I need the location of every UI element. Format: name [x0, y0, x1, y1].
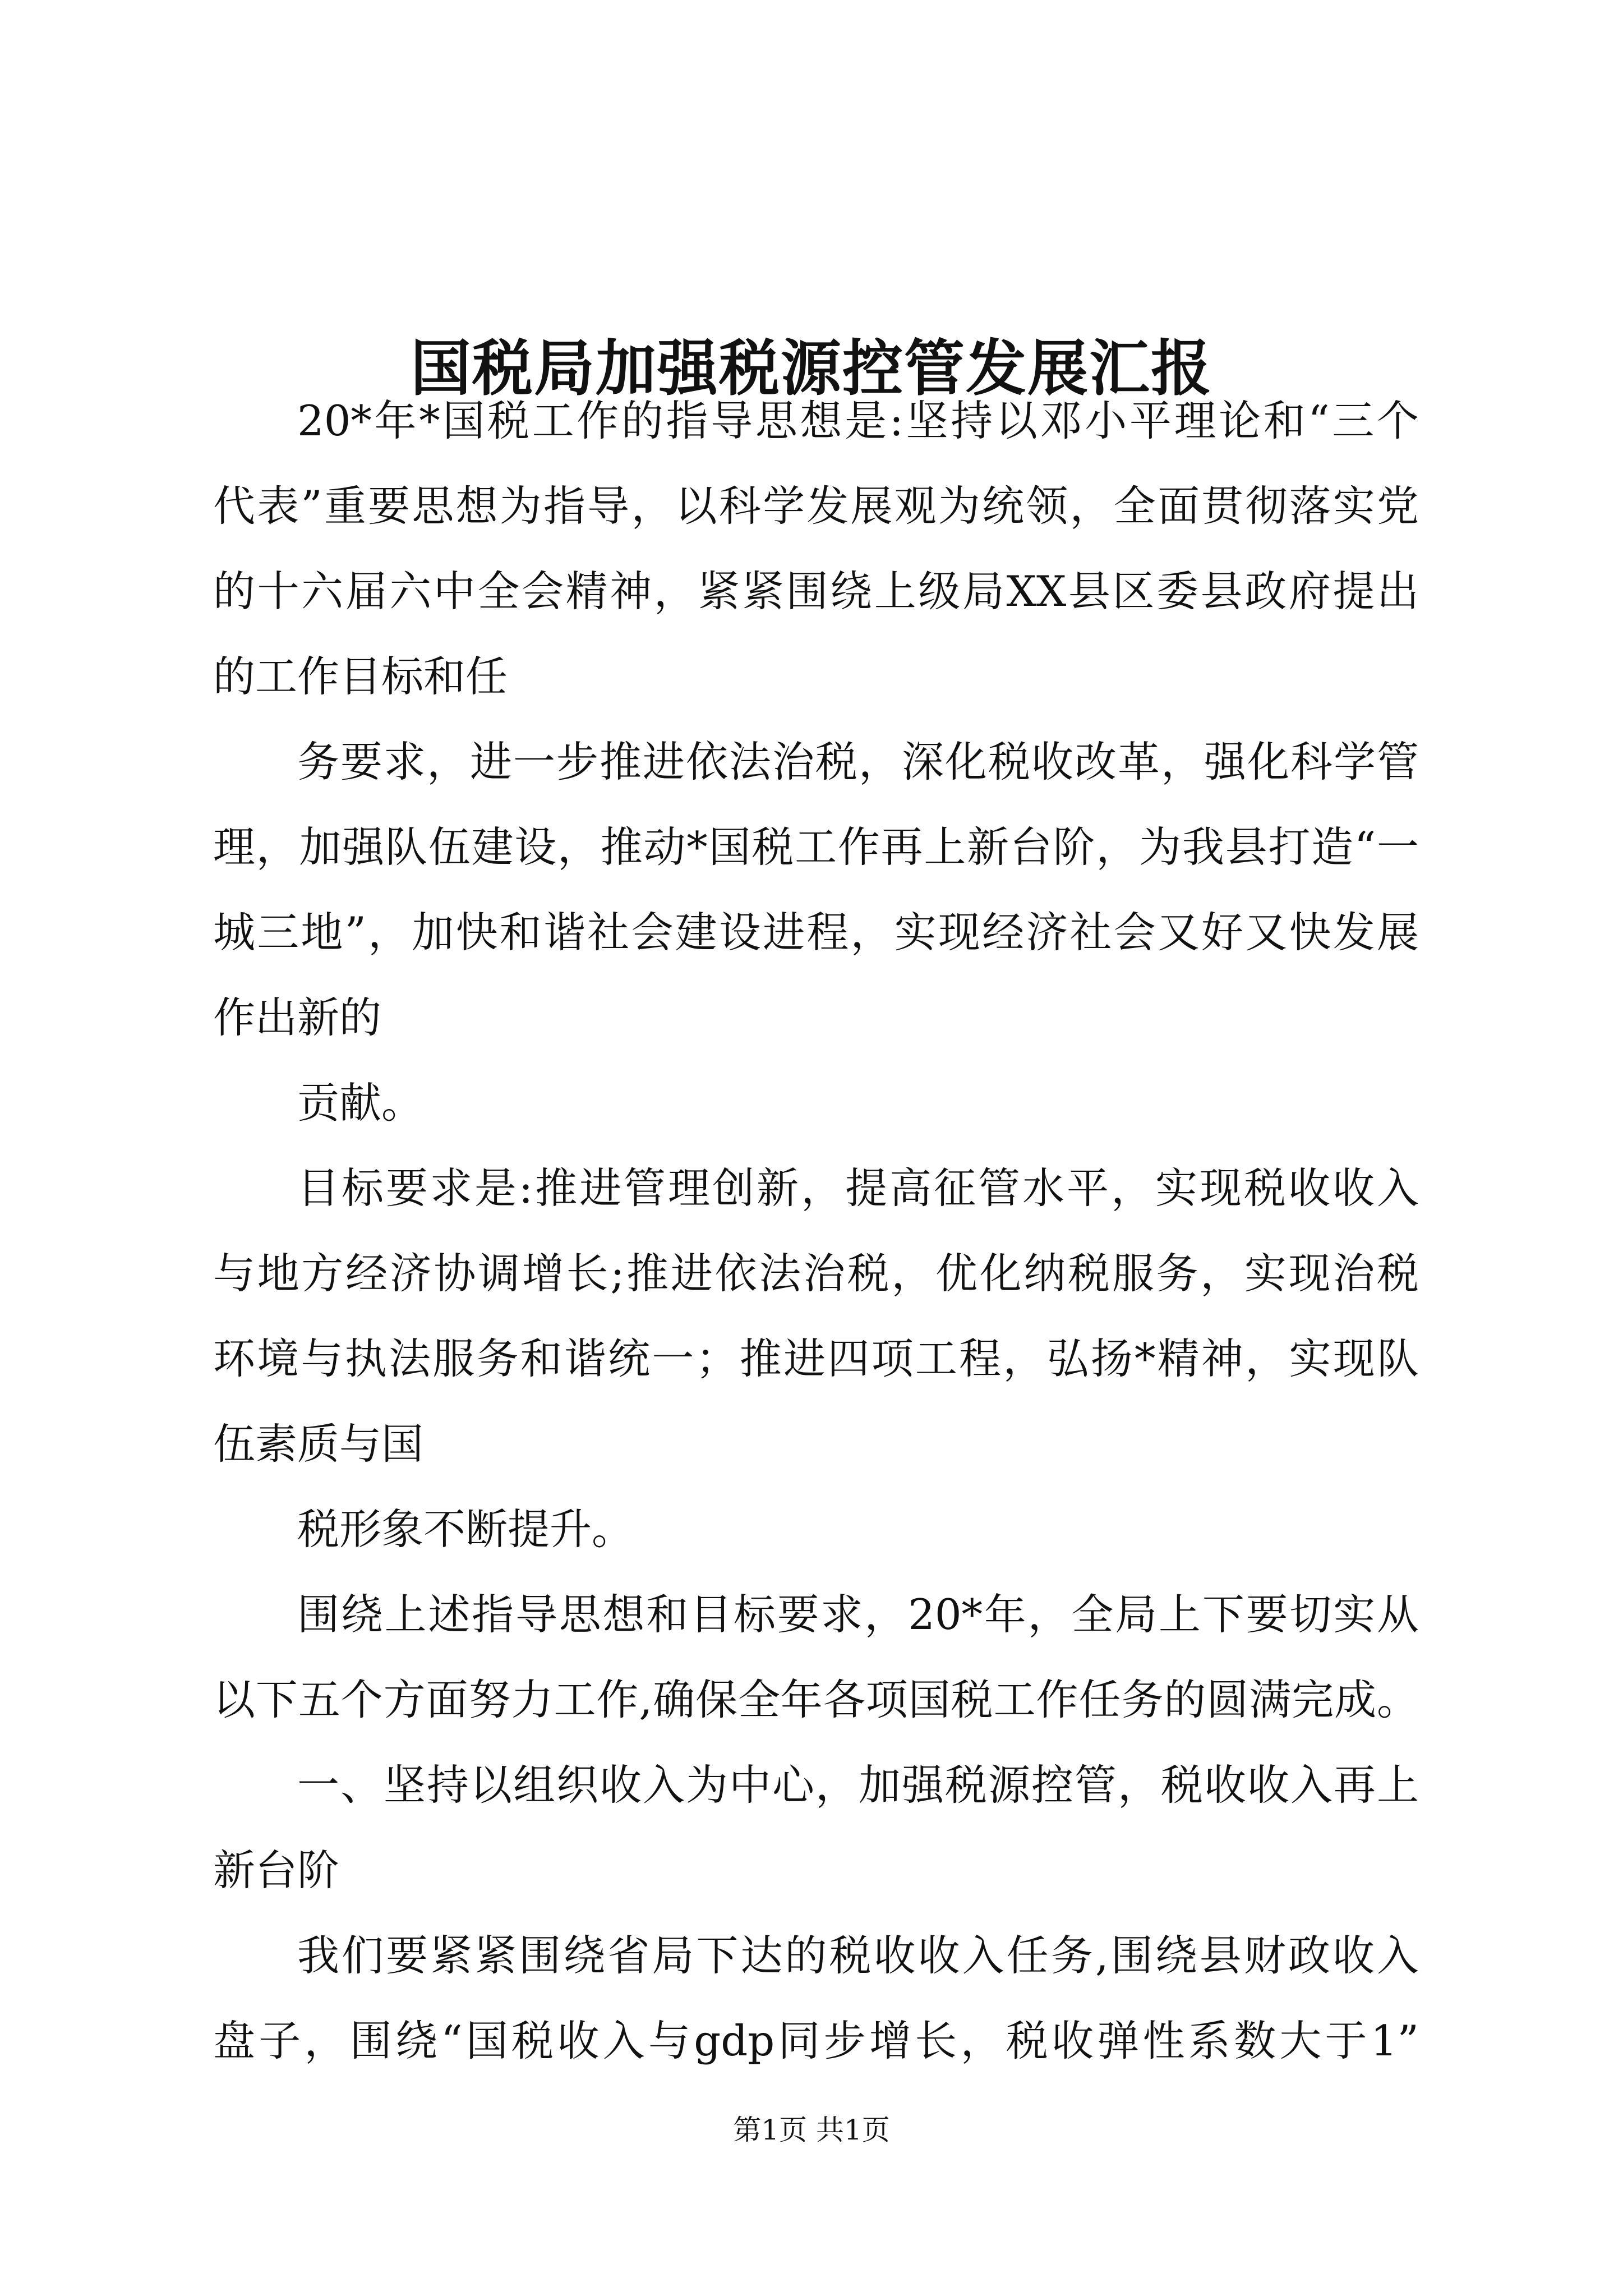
text-line: 伍素质与国: [213, 1419, 424, 1469]
text-line: 理，加强队伍建设，推动*国税工作再上新台阶，为我县打造“一: [213, 822, 1419, 872]
text-line: 的工作目标和任: [213, 652, 508, 701]
text-line: 城三地”，加快和谐社会建设进程，实现经济社会又好又快发展: [213, 908, 1419, 957]
text-line: 贡献。: [297, 1078, 424, 1128]
text-line: 作出新的: [213, 993, 382, 1042]
text-line: 一、坚持以组织收入为中心，加强税源控管，税收收入再上: [297, 1760, 1419, 1810]
document-title: 国税局加强税源控管发展汇报: [410, 333, 1212, 404]
text-line: 盘子，围绕“国税收入与gdp同步增长，税收弹性系数大于1”: [213, 2016, 1419, 2065]
text-line: 我们要紧紧围绕省局下达的税收收入任务,围绕县财政收入: [297, 1931, 1419, 1980]
text-line: 的十六届六中全会精神，紧紧围绕上级局XX县区委县政府提出: [213, 567, 1419, 616]
text-line: 与地方经济协调增长;推进依法治税，优化纳税服务，实现治税: [213, 1249, 1419, 1298]
text-line: 税形象不断提升。: [297, 1504, 634, 1554]
text-line: 围绕上述指导思想和目标要求，20*年，全局上下要切实从: [297, 1590, 1419, 1639]
text-line: 务要求，进一步推进依法治税，深化税收改革，强化科学管: [297, 737, 1419, 786]
text-line: 环境与执法服务和谐统一；推进四项工程，弘扬*精神，实现队: [213, 1334, 1419, 1383]
text-line: 20*年*国税工作的指导思想是:坚持以邓小平理论和“三个: [297, 396, 1419, 445]
document-body: [213, 378, 1419, 2083]
text-line: 以下五个方面努力工作,确保全年各项国税工作任务的圆满完成。: [213, 1675, 1419, 1724]
page-footer: 第1页 共1页: [733, 2114, 890, 2146]
text-line: 代表”重要思想为指导，以科学发展观为统领，全面贯彻落实党: [213, 481, 1419, 531]
text-line: 目标要求是:推进管理创新，提高征管水平，实现税收收入: [297, 1163, 1419, 1213]
text-line: 新台阶: [213, 1846, 340, 1895]
